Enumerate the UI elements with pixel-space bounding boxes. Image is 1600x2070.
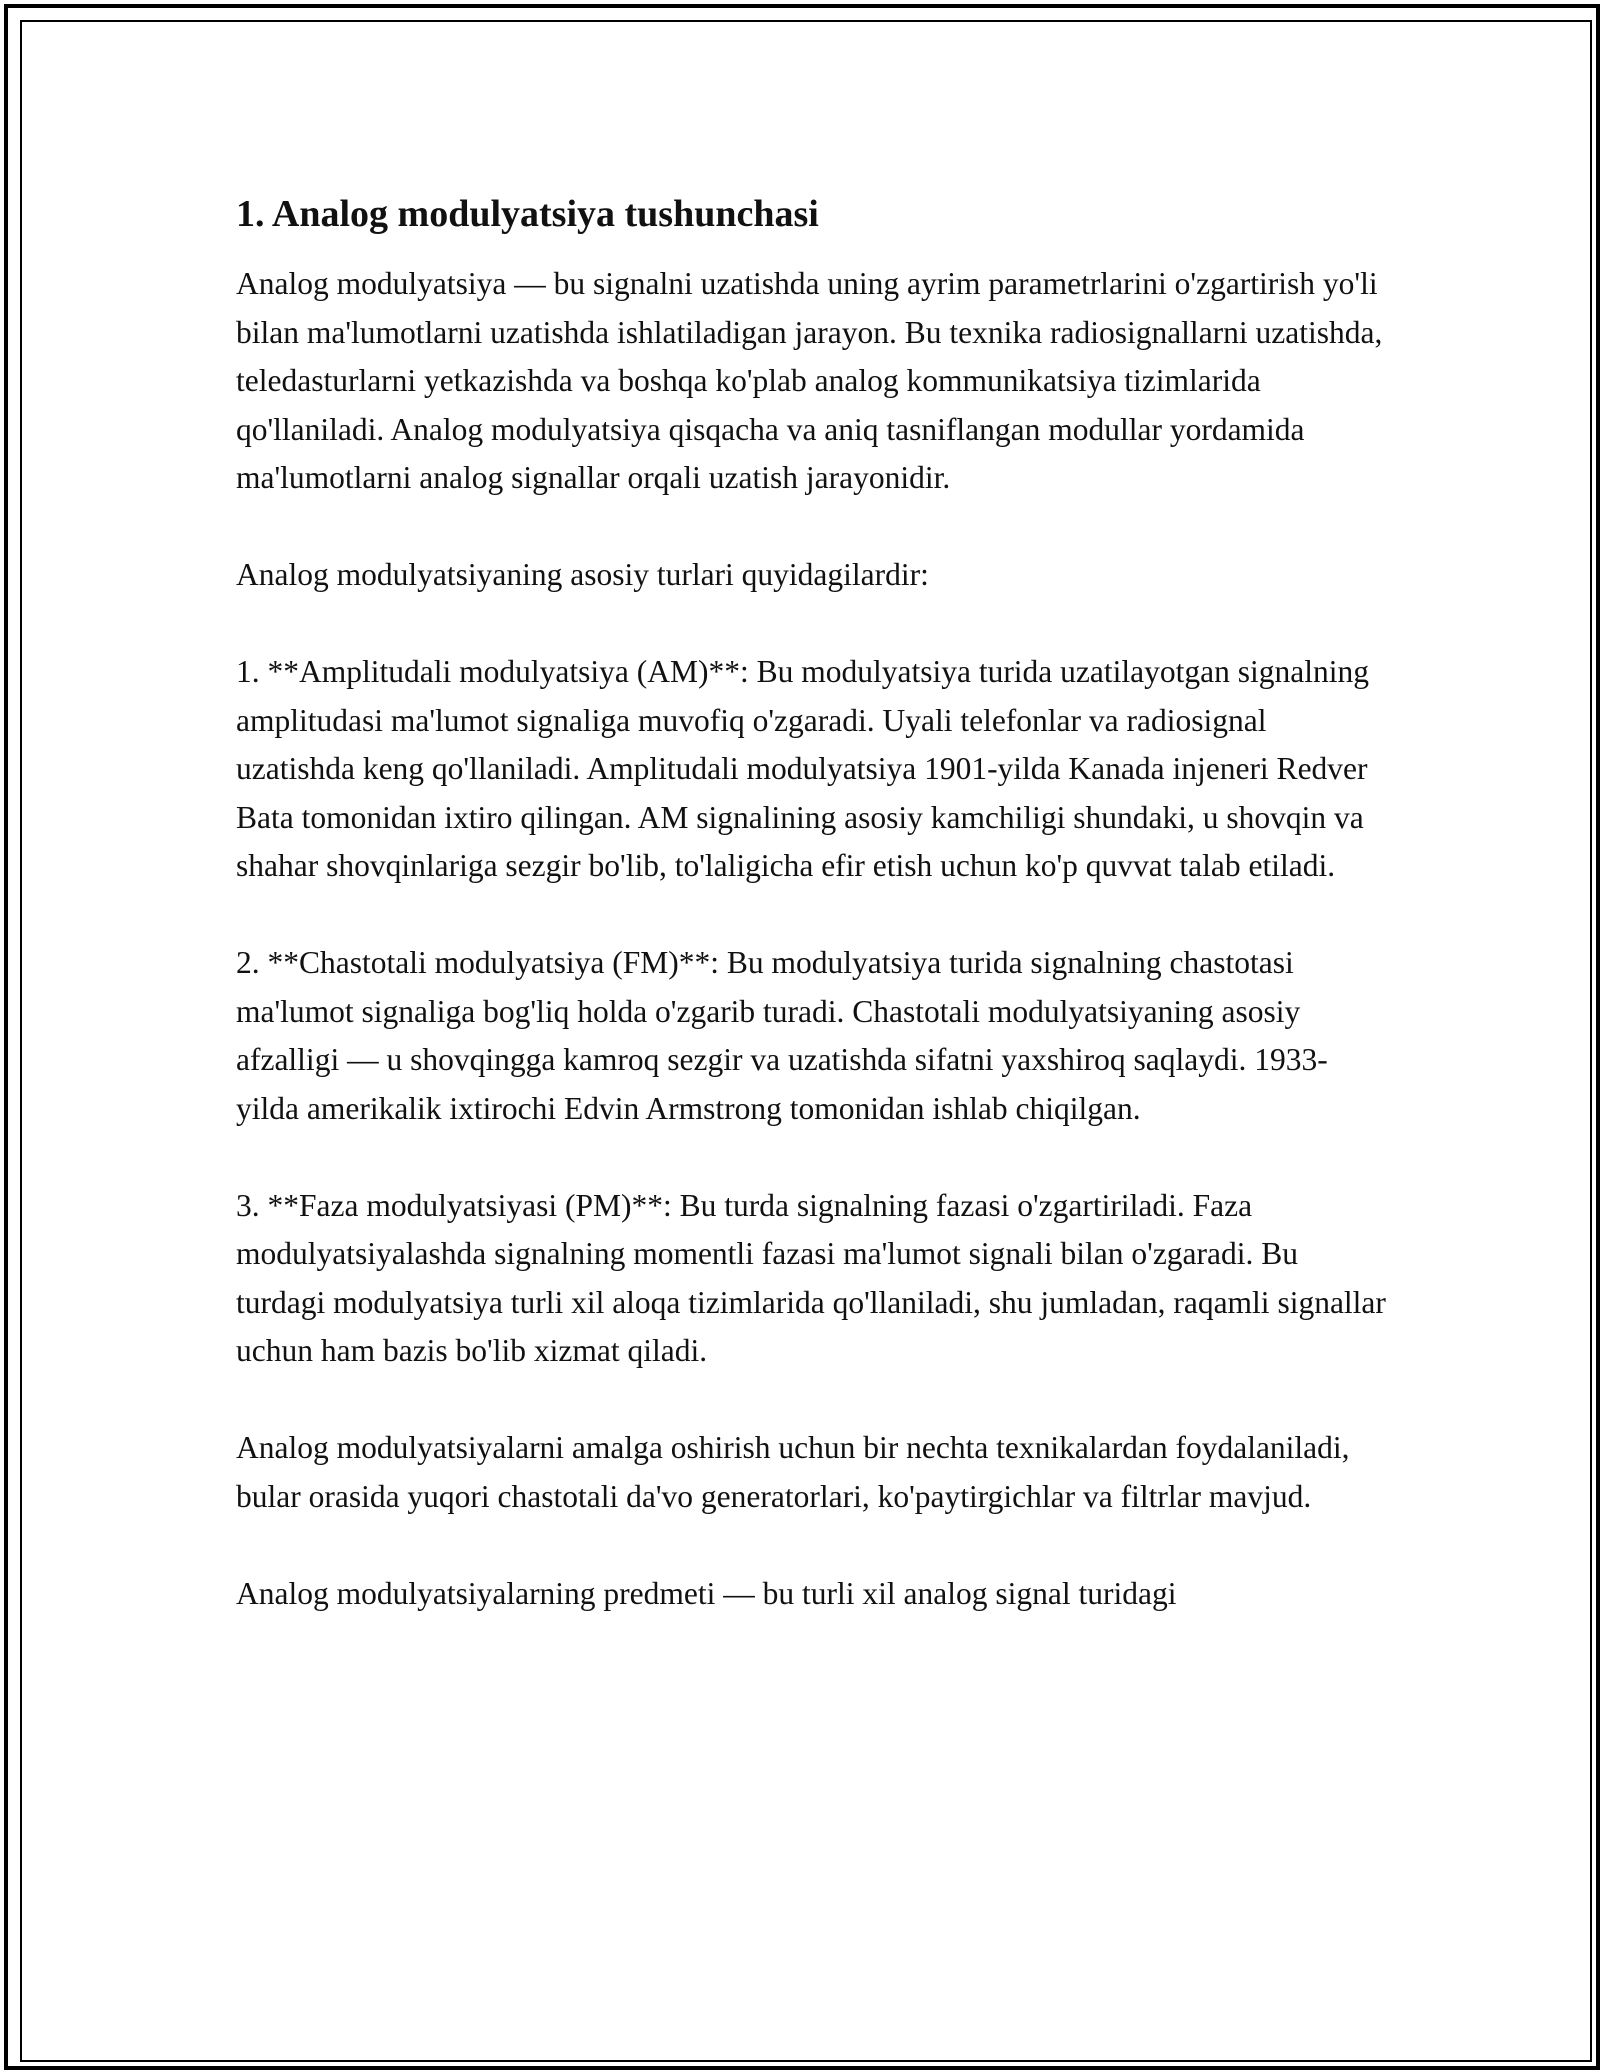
paragraph-subject: Analog modulyatsiyalarning predmeti — bu turli xil analog signal turidagi [236, 1575, 1177, 1611]
document-title: 1. Analog modulyatsiya tushunchasi [236, 193, 819, 235]
paragraph-pm: 3. **Faza modulyatsiyasi (PM)**: Bu turda signalning fazasi o'zgartiriladi. Faza modulyatsiyalashda signalning momentli fazasi ma'lumot signali bilan o'zgaradi. Bu turdagi modulyatsiya turli xil aloqa tizimlarida qo'llaniladi, shu jumladan, raqamli signallar uchun ham bazis bo'lib xizmat qiladi. [236, 1187, 1386, 1368]
document-body [236, 188, 1386, 1667]
paragraph-intro: Analog modulyatsiya — bu signalni uzatishda uning ayrim parametrlarini o'zgartirish yo'li bilan ma'lumotlarni uzatishda ishlatiladigan jarayon. Bu texnika radiosignallarni uzatishda, teledasturlarni yetkazishda va boshqa ko'plab analog kommunikatsiya tizimlarida qo'llaniladi. Analog modulyatsiya qisqacha va aniq tasniflangan modullar yordamida ma'lumotlarni analog signallar orqali uzatish jarayonidir. [236, 266, 1383, 495]
paragraph-am: 1. **Amplitudali modulyatsiya (AM)**: Bu modulyatsiya turida uzatilayotgan signalning amplitudasi ma'lumot signaliga muvofiq o'zgaradi. Uyali telefonlar va radiosignal uzatishda keng qo'llaniladi. Amplitudali modulyatsiya 1901-yilda Kanada injeneri Redver Bata tomonidan ixtiro qilingan. AM signalining asosiy kamchiligi shundaki, u shovqin va shahar shovqinlariga sezgir bo'lib, to'laligicha efir etish uchun ko'p quvvat talab etiladi. [236, 654, 1369, 883]
paragraph-fm: 2. **Chastotali modulyatsiya (FM)**: Bu modulyatsiya turida signalning chastotasi ma'lumot signaliga bog'liq holda o'zgarib turadi. Chastotali modulyatsiyaning asosiy afzalligi — u shovqingga kamroq sezgir va uzatishda sifatni yaxshiroq saqlaydi. 1933-yilda amerikalik ixtirochi Edvin Armstrong tomonidan ishlab chiqilgan. [236, 945, 1328, 1126]
paragraph-techniques: Analog modulyatsiyalarni amalga oshirish uchun bir nechta texnikalardan foydalaniladi, bular orasida yuqori chastotali da'vo generatorlari, ko'paytirgichlar va filtrlar mavjud. [236, 1430, 1350, 1514]
paragraph-types-lead: Analog modulyatsiyaning asosiy turlari quyidagilardir: [236, 557, 929, 592]
